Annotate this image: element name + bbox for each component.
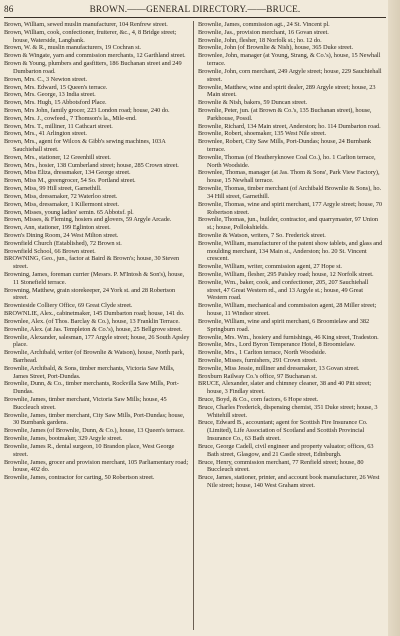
directory-entry: Brownlie, John (of Brownlie & Nish), house, 365 Duke street. <box>198 44 354 52</box>
directory-entry: Brown, Miss M., greengrocer, 54 So. Portland street. <box>4 177 136 185</box>
directory-entry: Broxburn Railway Co.'s office, 97 Buchanan st. <box>198 372 318 380</box>
directory-entry: Brown, Miss, 99 Hill street, Garnethill. <box>4 185 102 193</box>
directory-entry: Brown, Miss Eliza, dressmaker, 134 George street. <box>4 169 131 177</box>
facing-page-edge <box>388 0 400 636</box>
directory-entry: Bruce, Charles Frederick, dispensing chemist, 351 Duke street; house, 3 Whitehill street. <box>198 403 378 419</box>
directory-entry: Brown, William, sewed muslin manufacturer, 104 Renfrew street. <box>4 21 168 28</box>
directory-entry: Brown, Mrs. J., cowfeed., 7 Thomson's la., Mile-end. <box>4 114 137 122</box>
page-header <box>4 4 386 18</box>
directory-entry: Bruce, Henry, commission merchant, 77 Renfield street; house, 80 Buccleuch street. <box>198 458 364 474</box>
directory-entry: Brownlie, John, flesher, 18 Norfolk st.; ho. 12 do. <box>198 36 322 44</box>
directory-entry: Brownlie, Richard, 134 Main street, Anderston; ho. 114 Dumbarton road. <box>198 122 381 130</box>
directory-entry: Brownlie & Nish, bakers, 59 Duncan street. <box>198 99 308 107</box>
directory-entry: Brownlie, Alex. (at Jas. Templeton & Co.'s), house, 25 Bellgrove street. <box>4 325 183 333</box>
directory-entry: Brown, Misses, young ladies' semin. 65 Abbotsf. pl. <box>4 208 134 216</box>
directory-entry: Brownlie, Dunn, & Co., timber merchants, Rockvilla Saw Mills, Port-Dundas. <box>4 380 179 396</box>
directory-entry: Browning, Matthew, grain storekeeper, 24 York st. and 28 Robertson street. <box>4 286 176 302</box>
directory-entry: Brownlie, Misses, furnishers, 291 Crown street. <box>198 356 318 364</box>
directory-entry: BROWNING, Geo., jun., factor at Baird & Brown's; house, 30 Steven street. <box>4 255 180 271</box>
page-number: 86 <box>4 4 14 14</box>
directory-entry: Brown, Mrs. C., 3 Newton street. <box>4 75 87 83</box>
directory-entry: Brown & Young, plumbers and gasfitters, 186 Buchanan street and 249 Dumbarton road. <box>4 60 182 75</box>
directory-entry: Brownlie, William, flesher, 295 Paisley road; house, 12 Norfolk street. <box>198 271 374 278</box>
directory-entry: Brown, W. & R., muslin manufacturers, 19 Cochran st. <box>4 44 141 52</box>
directory-entry: Brownlie, James, timber merchant, City Saw Mills, Port-Dundas; house, 30 Burnbank gardens. <box>4 411 185 427</box>
directory-entry: Brown, Mrs. Edward, 15 Queen's terrace. <box>4 83 108 91</box>
header-rule <box>4 17 386 18</box>
directory-entry: Brown, Ann, stationer, 199 Eglinton street. <box>4 224 111 232</box>
directory-entry: Brownlie, James, timber merchant, Victoria Saw Mills; house, 45 Buccleuch street. <box>4 396 167 411</box>
directory-entry: Browning, James, foreman currier (Messrs. P. M'Intosh & Son's), house, 11 Stonefield terrace. <box>4 271 185 286</box>
directory-entry: Brownlie, William, writer, commission agent, 27 Hope st. <box>198 263 342 271</box>
directory-entry: BRUCE, Alexander, slater and chimney cleaner, 38 and 40 Pitt street; house, 3 Findlay street. <box>198 380 372 396</box>
directory-entry: Bruce, George Cadell, civil engineer and property valuator; offices, 63 Bath street, Glasgow, and 21 Castle street, Edinburgh. <box>198 442 374 458</box>
directory-entry: Brownlie, William, wine and spirit merchant, 6 Broomielaw and 382 Springburn road. <box>198 317 370 333</box>
directory-entry: Brown, Mrs John, family grocer, 223 London road; house, 240 do. <box>4 106 170 114</box>
directory-entry: Brown, Mrs., 41 Arlington street. <box>4 130 87 138</box>
directory-entry: Brown, Mrs., hosier, 138 Cumberland street; house, 285 Crown street. <box>4 161 179 169</box>
directory-entry: Brownlie, Peter, jun. (at Brown & Co.'s, 135 Buchanan street), house, Parkhouse, Possil. <box>198 106 372 122</box>
directory-entry: Brownlie, Jas., provision merchant, 16 Govan street. <box>198 28 329 36</box>
directory-entry: Brownlie, Wm., baker, cook, and confectioner, 205, 207 Sauchiehall street, 47 Great Western rd., and 13 Argyle st.; house, 49 Great Western road. <box>198 278 369 302</box>
directory-entry: Brownlie, Robert, shoemaker, 135 West Nile street. <box>198 130 327 138</box>
directory-entry: Brown & Wingate, yarn and commission merchants, 12 Garthland street. <box>4 52 186 60</box>
directory-entry: Bruce, James, stationer, printer, and account book manufacturer, 26 West Nile street; house, 140 West Graham street. <box>198 474 380 489</box>
directory-entry: BROWNLIE, Alex., cabinetmaker, 145 Dumbarton road; house, 141 do. <box>4 310 185 318</box>
running-title: BROWN.——GENERAL DIRECTORY.——BRUCE. <box>89 4 301 14</box>
directory-entry: Brownlie, Mrs., Lord Byron Temperance Hotel, 8 Broomielaw. <box>198 341 356 349</box>
directory-entry: Brown, Miss, dressmaker, 1 Killermont street. <box>4 200 120 208</box>
directory-entry: Brownlie, Thomas (of Heatheryknowe Coal Co.), ho. 1 Carlton terrace, North Woodside. <box>198 153 376 169</box>
left-column <box>4 21 190 482</box>
directory-entry: Brownlie, James, contractor for carting, 50 Robertson street. <box>4 474 155 482</box>
directory-entry: Brownlie, John, corn merchant, 249 Argyle street; house, 229 Sauchiehall street. <box>198 67 382 83</box>
directory-entry: Brownlie, James, commission agt., 24 St. Vincent pl. <box>198 21 330 28</box>
directory-entry: Brownlie, Alexander, salesman, 177 Argyle street; house, 26 South Apsley place. <box>4 333 190 349</box>
directory-entry: Brownlie, James R., dental surgeon, 10 Brandon place, West George street. <box>4 442 175 458</box>
directory-entry: Bruce, Boyd, & Co., corn factors, 6 Hope street. <box>198 396 319 403</box>
directory-entry: Brownlie, Mrs. Wm., hosiery and furnishings, 46 King street, Tradeston. <box>198 333 379 341</box>
directory-entry: Brownlie, William, mechanical and commission agent, 28 Miller street; house, 11 Windsor street. <box>198 302 377 318</box>
directory-entry: Brownfield Church (Established), 72 Brown st. <box>4 239 122 247</box>
directory-entry: Brown, Misses, & Fleming, hosiers and glovers, 59 Argyle Arcade. <box>4 216 172 224</box>
directory-entry: Brownlie, Archibald, writer (of Brownlie & Watson), house, North park, Barrhead. <box>4 349 185 364</box>
directory-entry: Brownlee, Thomas, manager (at Jas. Thom & Sons', Park View Factory), house, 15 Newhall terrace. <box>198 169 380 185</box>
directory-entry: Brownlie, William, manufacturer of the patent show tablets, and glass and moulding merchant, 134 Main st., Anderston; ho. 20 St. Vincent crescent. <box>198 239 383 263</box>
directory-entry: Brown, Miss, dressmaker, 72 Waterloo street. <box>4 192 118 200</box>
directory-entry: Brownlee, Robert, City Saw Mills, Port-Dundas; house, 24 Burnbank terrace. <box>198 138 371 153</box>
directory-entry: Brownlie & Watson, writers, 7 So. Frederick street. <box>198 231 326 239</box>
right-column <box>198 21 384 490</box>
directory-entry: Brownlie, Mrs., 1 Carlton terrace, North Woodside. <box>198 349 327 357</box>
directory-entry: Bruce, Edward B., accountant; agent for Scottish Fire Insurance Co. (Limited), Life Association of Scotland and Scottish Provincial Insurance Co., 63 Bath street. <box>198 419 368 443</box>
directory-entry: Brownlie, Matthew, wine and spirit dealer, 289 Argyle street; house, 23 Main street. <box>198 83 376 99</box>
directory-entry: Brown's Dining Room, 24 West Milton street. <box>4 231 119 239</box>
directory-entry: Brown, William, cook, confectioner, fruiterer, &c., 4, 8 Bridge street; house, Waterside, Langbank. <box>4 28 177 44</box>
directory-entry: Brown, Mrs., stationer, 12 Greenhill street. <box>4 153 111 161</box>
directory-entry: Brownlie, Thomas, timber merchant (of Archibald Brownlie & Sons), ho. 34 Hill street, Garnethill. <box>198 185 382 200</box>
directory-entry: Brown, Mrs., agent for Wilcox & Gibb's sewing machines, 103A Sauchiehall street. <box>4 138 166 153</box>
directory-entry: Brown, Mrs. George, 13 India street. <box>4 91 96 99</box>
directory-entry: Brownlee, John, manager (at Young, Strang, & Co.'s), house, 15 Newhall terrace. <box>198 52 381 68</box>
directory-entry: Brownlie, James (of Brownlie, Dunn, & Co.), house, 13 Queen's terrace. <box>4 427 185 435</box>
directory-entry: Brownlie, James, bootmaker, 329 Argyle street. <box>4 435 123 443</box>
directory-entry: Brownfield School, 66 Brown street. <box>4 247 96 255</box>
directory-entry: Brown, Mrs. Hugh, 15 Abbotsford Place. <box>4 99 107 107</box>
directory-entry: Brownlie, Thomas, wine and spirit merchant, 177 Argyle street; house, 70 Robertson street. <box>198 200 382 216</box>
directory-entry: Brownlee, Alex. (of Thos. Barclay & Co.), house, 13 Franklin Terrace. <box>4 317 180 325</box>
directory-entry: Brown, Mrs. T., milliner, 11 Cathcart street. <box>4 122 113 130</box>
directory-entry: Brownlie, Miss Jessie, milliner and dressmaker, 13 Govan street. <box>198 364 360 372</box>
directory-entry: Brownlie, Thomas, jun., builder, contractor, and quarrymaster, 97 Union st.; house, Pollokshields. <box>198 216 379 232</box>
column-divider <box>193 21 194 630</box>
directory-entry: Brownieside Colliery Office, 69 Great Clyde street. <box>4 302 133 310</box>
directory-entry: Brownlie, Archibald, & Sons, timber merchants, Victoria Saw Mills, James Street, Port-Dundas. <box>4 364 175 380</box>
directory-entry: Brownlie, James, grocer and provision merchant, 105 Parliamentary road; house, 402 do. <box>4 458 189 474</box>
